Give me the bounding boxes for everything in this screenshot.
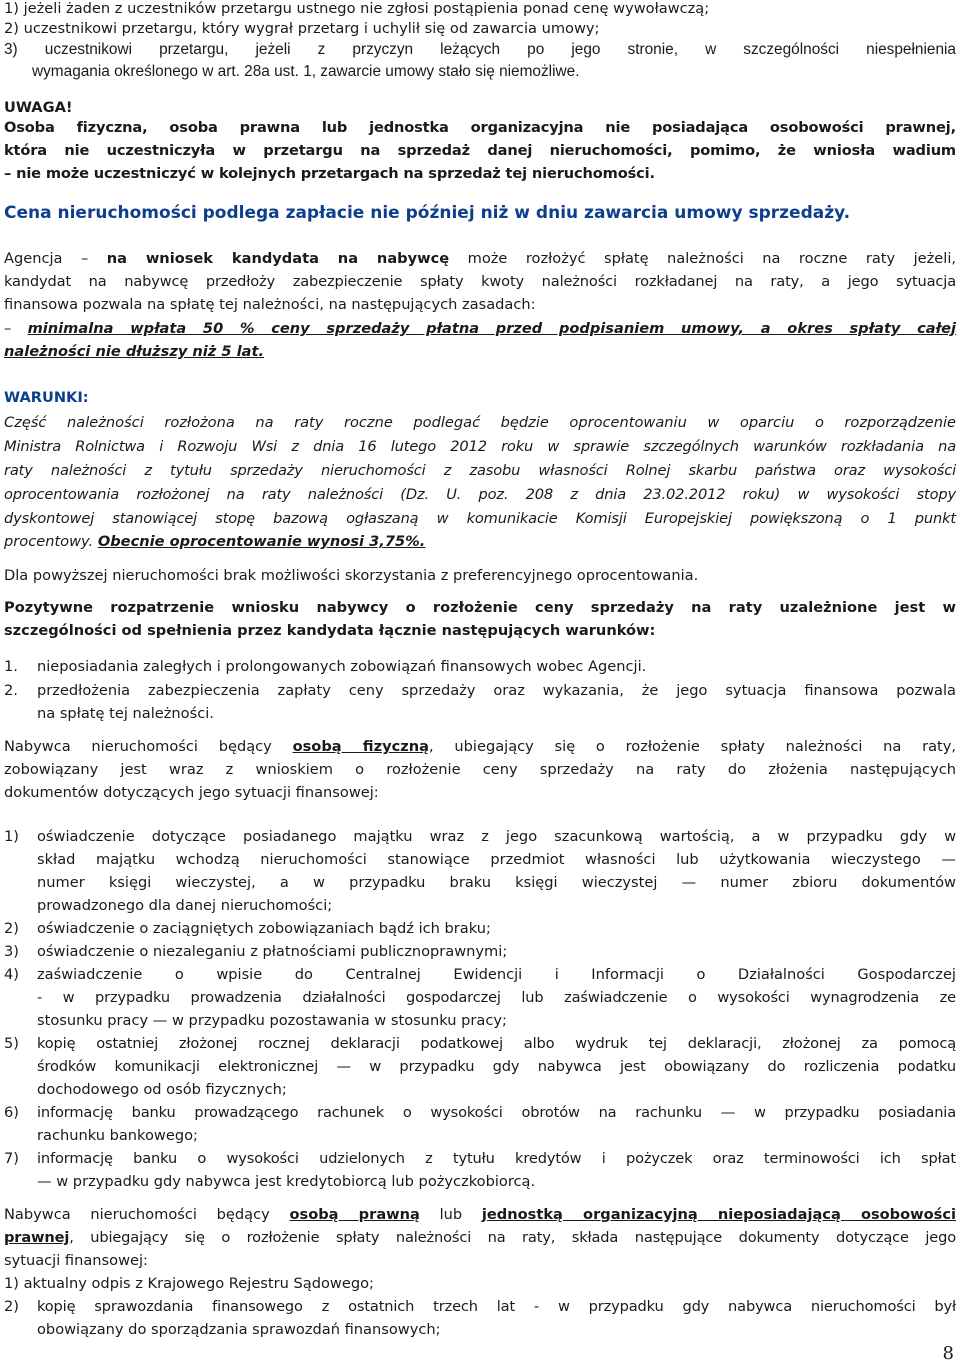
doc-item: oświadczenie dotyczące posiadanego majątku wraz z jego szacunkową wartością, a w przypadku gdy w (37, 828, 956, 845)
doc-item: numer księgi wieczystej, a w przypadku braku księgi wieczystej — numer zbioru dokumentów (37, 874, 956, 891)
legal-entity-paragraph: prawnej, ubiegający się o rozłożenie spłaty należności na raty, składa następujące dokumenty dotyczące jego (4, 1229, 956, 1246)
doc-item: prowadzonego dla danej nieruchomości; (37, 897, 333, 914)
warning-text: – nie może uczestniczyć w kolejnych przetargach na sprzedaż tej nieruchomości. (4, 165, 655, 182)
condition-item: nieposiadania zaległych i prolongowanych zobowiązań finansowych wobec Agencji. (37, 658, 647, 675)
legal-doc-item: 1) aktualny odpis z Krajowego Rejestru Sądowego; (4, 1275, 374, 1292)
doc-item: kopię ostatniej złożonej rocznej deklaracji podatkowej albo wydruk tej deklaracji, złożonej za pomocą (37, 1035, 956, 1052)
natural-person-paragraph: dokumentów dotyczących jego sytuacji finansowej: (4, 784, 379, 801)
agency-paragraph: kandydat na nabywcę przedłoży zabezpieczenie spłaty kwoty należności rozkładanej na raty, a jego sytuacja (4, 273, 956, 290)
agency-paragraph: finansowa pozwala na spłatę tej należności, na następujących zasadach: (4, 296, 536, 313)
doc-item: oświadczenie o niezaleganiu z płatnościami publicznoprawnymi; (37, 943, 508, 960)
doc-item: stosunku pracy — w przypadku pozostawania w stosunku pracy; (37, 1012, 507, 1029)
doc-number: 7) (4, 1150, 19, 1167)
doc-item: informację banku o wysokości udzielonych z tytułu kredytów i pożyczek oraz terminowości ich spłat (37, 1150, 956, 1167)
legal-entity-paragraph: Nabywca nieruchomości będący osobą prawną lub jednostką organizacyjną nieposiadającą osobowości (4, 1206, 957, 1223)
agency-rule: należności nie dłuższy niż 5 lat. (4, 343, 264, 360)
conditions-text: raty należności z tytułu sprzedaży nieruchomości z zasobu własności Rolnej skarbu państwa oraz wysokości (4, 462, 956, 479)
condition-item: na spłatę tej należności. (37, 705, 214, 722)
doc-item: informację banku prowadzącego rachunek o wysokości obrotów na rachunku — w przypadku posiadania (37, 1104, 956, 1121)
doc-item: — w przypadku gdy nabywca jest kredytobiorcą lub pożyczkobiorcą. (37, 1173, 536, 1190)
natural-person-paragraph: Nabywca nieruchomości będący osobą fizyczną, ubiegający się o rozłożenie spłaty należności na raty, (4, 738, 957, 755)
natural-person-paragraph: zobowiązany jest wraz z wnioskiem o rozłożenie ceny sprzedaży na raty do złożenia następujących (4, 761, 956, 778)
doc-item: - w przypadku prowadzenia działalności gospodarczej lub zaświadczenie o wysokości wynagrodzenia ze (37, 989, 956, 1006)
doc-number: 4) (4, 966, 19, 983)
condition-number: 1. (4, 658, 18, 675)
conditions-label: WARUNKI: (4, 389, 89, 406)
conditions-text: oprocentowania rozłożonej na raty należności (Dz. U. poz. 208 z dnia 23.02.2012 roku) w wysokości stopy (4, 486, 956, 503)
list-item: 3) uczestnikowi przetargu, jeżeli z przyczyn leżących po jego stronie, w szczególności niespełnienia (4, 41, 956, 58)
list-item: 2) uczestnikowi przetargu, który wygrał przetarg i uchylił się od zawarcia umowy; (4, 20, 600, 37)
doc-number: 1) (4, 828, 19, 845)
doc-number: 2) (4, 920, 19, 937)
agency-paragraph: Agencja – na wniosek kandydata na nabywcę może rozłożyć spłatę należności na roczne raty jeżeli, (4, 250, 957, 267)
legal-entity-paragraph: sytuacji finansowej: (4, 1252, 148, 1269)
warning-label: UWAGA! (4, 99, 73, 116)
doc-number: 2) (4, 1298, 19, 1315)
agency-rule: – minimalna wpłata 50 % ceny sprzedaży płatna przed podpisaniem umowy, a okres spłaty całej (4, 320, 957, 337)
legal-doc-item: obowiązany do sporządzania sprawozdań finansowych; (37, 1321, 441, 1338)
conditions-text: Część należności rozłożona na raty roczne podlegać będzie oprocentowaniu w oparciu o rozporządzenie (4, 414, 956, 431)
doc-number: 6) (4, 1104, 19, 1121)
conditions-text: Ministra Rolnictwa i Rozwoju Wsi z dnia 16 lutego 2012 roku w sprawie szczególnych warunków rozkładania na (4, 438, 956, 455)
doc-item: dochodowego od osób fizycznych; (37, 1081, 287, 1098)
warning-text: Osoba fizyczna, osoba prawna lub jednostka organizacyjna nie posiadająca osobowości prawnej, (4, 119, 956, 136)
warning-text: która nie uczestniczyła w przetargu na sprzedaż danej nieruchomości, pomimo, że wniosła wadium (4, 142, 956, 159)
doc-item: środków komunikacji elektronicznej — w przypadku gdy nabywca jest obowiązany do rozliczenia podatku (37, 1058, 956, 1075)
doc-number: 5) (4, 1035, 19, 1052)
list-item-continuation: wymagania określonego w art. 28a ust. 1, zawarcie umowy stało się niemożliwe. (32, 63, 580, 80)
doc-item: oświadczenie o zaciągniętych zobowiązaniach bądź ich braku; (37, 920, 491, 937)
condition-number: 2. (4, 682, 18, 699)
conditions-text: procentowy. Obecnie oprocentowanie wynosi 3,75%. (4, 533, 426, 550)
doc-number: 3) (4, 943, 19, 960)
doc-item: zaświadczenie o wpisie do Centralnej Ewidencji i Informacji o Działalności Gospodarczej (37, 966, 956, 983)
list-item: 1) jeżeli żaden z uczestników przetargu ustnego nie zgłosi postąpienia ponad cenę wywoławczą; (4, 0, 710, 17)
price-heading: Cena nieruchomości podlega zapłacie nie później niż w dniu zawarcia umowy sprzedaży. (4, 203, 851, 223)
positive-heading: Pozytywne rozpatrzenie wniosku nabywcy o rozłożenie ceny sprzedaży na raty uzależnione jest w (4, 599, 956, 616)
conditions-text: dyskontowej stanowiącej stopę bazową ogłaszaną w komunikacie Komisji Europejskiej powiększoną o 1 punkt (4, 510, 956, 527)
condition-item: przedłożenia zabezpieczenia zapłaty ceny sprzedaży oraz wykazania, że jego sytuacja finansowa pozwala (37, 682, 956, 699)
doc-item: rachunku bankowego; (37, 1127, 198, 1144)
legal-doc-item: kopię sprawozdania finansowego z ostatnich trzech lat - w przypadku gdy nabywca nieruchomości był (37, 1298, 956, 1315)
positive-heading: szczególności od spełnienia przez kandydata łącznie następujących warunków: (4, 622, 656, 639)
doc-item: skład majątku wchodzą nieruchomości stanowiące przedmiot własności lub użytkowania wieczystego — (37, 851, 956, 868)
no-preference-note: Dla powyższej nieruchomości brak możliwości skorzystania z preferencyjnego oprocentowania. (4, 567, 699, 584)
page-number: 8 (942, 1343, 954, 1364)
